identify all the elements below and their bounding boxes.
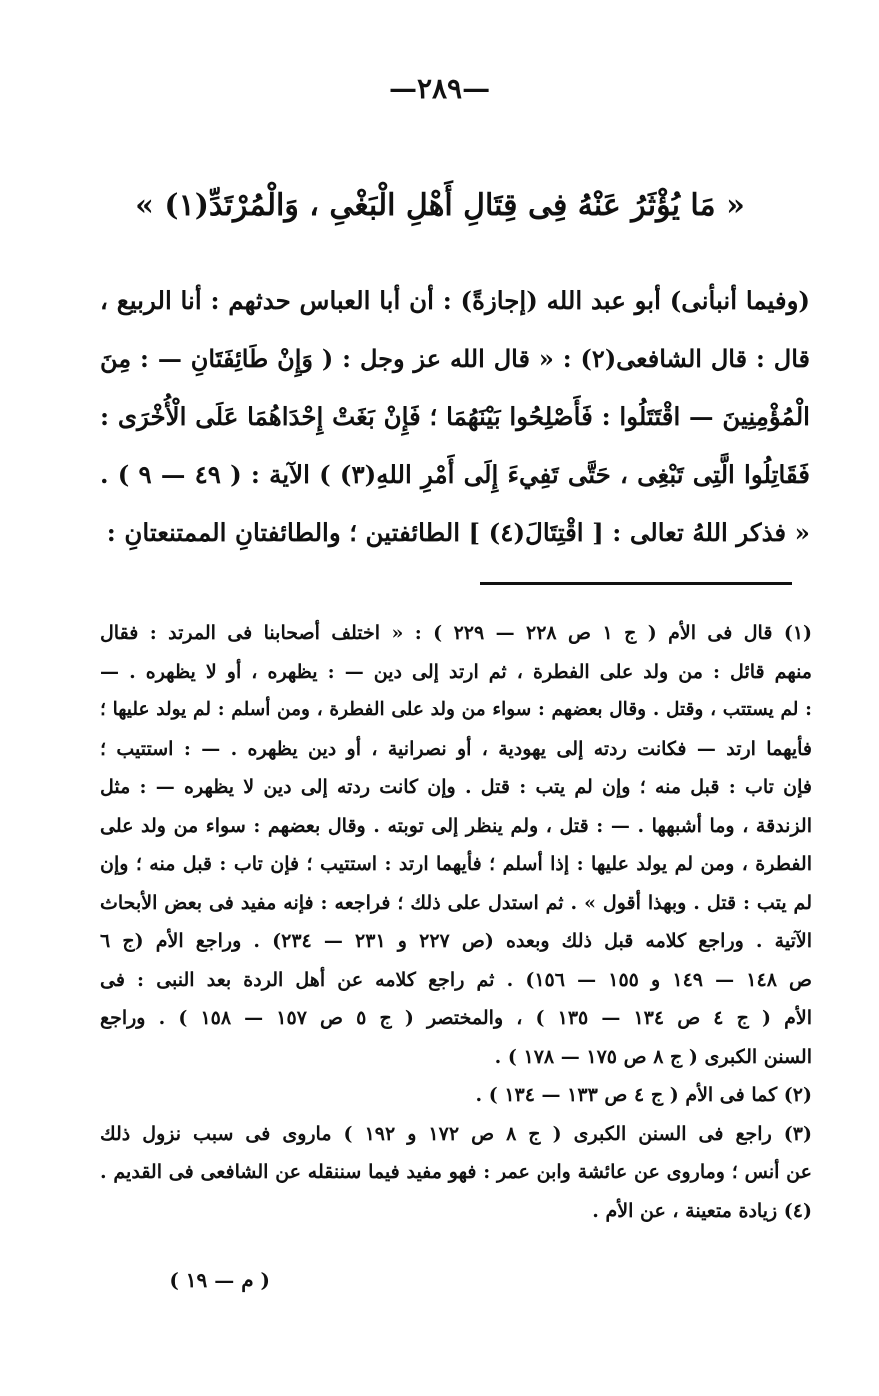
footnote-line: منهم قائل : من ولد على الفطرة ، ثم ارتد إلى دين — : يظهره ، أو لا يظهره . — — [100, 660, 812, 683]
sheet-signature: ( م — ١٩ ) — [169, 1268, 270, 1292]
footnote-line: (١) قال فى الأم ( ج ١ ص ٢٢٨ — ٢٢٩ ) : « اختلف أصحابنا فى المرتد : فقال — [100, 622, 813, 644]
main-text-line: « فذكر اللهُ تعالى : [ اقْتِتَالَ(٤) ] الطائفتين ؛ والطائفتانِ الممتنعتانِ : — [106, 518, 810, 547]
footnote-line: عن أنس ؛ وماروى عن عائشة وابن عمر : فهو مفيد فيما سننقله عن الشافعى فى القديم . — [100, 1161, 812, 1183]
footnote-line: السنن الكبرى ( ج ٨ ص ١٧٥ — ١٧٨ ) . — [494, 1045, 812, 1068]
page-number: —٢٨٩— — [388, 72, 491, 105]
footnote-line: فإن تاب : قبل منه ؛ وإن لم يتب : قتل . وإن كانت ردته إلى دين لا يظهره — : مثل — [100, 776, 812, 798]
footnote-line: ص ١٤٨ — ١٤٩ و ١٥٥ — ١٥٦) . ثم راجع كلامه عن أهل الردة بعد النبى : فى — [100, 968, 813, 991]
main-text-line: قال : قال الشافعى(٢) : « قال الله عز وجل : ( وَإِنْ طَائِفَتَانِ — : مِنَ — [100, 344, 811, 373]
footnote-line: الآتية . وراجع كلامه قبل ذلك وبعده (ص ٢٢٧ و ٢٣١ — ٢٣٤) . وراجع الأم (ج ٦ — [100, 930, 813, 952]
footnote-line: الأم ( ج ٤ ص ١٣٤ — ١٣٥ ) ، والمختصر ( ج ٥ ص ١٥٧ — ١٥٨ ) . وراجع — [100, 1007, 812, 1029]
main-text-line: (وفيما أنبأنى) أبو عبد الله (إجازةً) : أن أبا العباس حدثهم : أنا الربيع ، — [100, 286, 810, 315]
footnote-line: (٤) زيادة متعينة ، عن الأم . — [592, 1199, 812, 1222]
footnotes — [100, 614, 812, 1230]
footnote-line: : لم يستتب ، وقتل . وقال بعضهم : سواء من ولد على الفطرة ، ومن أسلم : لم يولد عليها ؛ — [100, 699, 812, 720]
footnote-line: الزندقة ، وما أشبهها . — : قتل ، ولم ينظر إلى توبته . وقال بعضهم : سواء من ولد على — [100, 814, 812, 837]
main-text — [100, 272, 810, 562]
chapter-title: « مَا يُؤْثَرُ عَنْهُ فِى قِتَالِ أَهْلِ الْبَغْىِ ، وَالْمُرْتَدِّ(١) » — [135, 188, 745, 223]
footnote-line: لم يتب : قتل . وبهذا أقول » . ثم استدل على ذلك ؛ فراجعه : فإنه مفيد فى بعض الأبحاث — [100, 891, 812, 914]
footnote-divider — [480, 582, 792, 585]
main-text-line: فَقَاتِلُوا الَّتِى تَبْغِى ، حَتَّى تَفِيءَ إِلَى أَمْرِ اللهِ(٣) ) الآية : ( ٤٩ — ٩ ) . — [100, 460, 811, 489]
footnote-line: فأيهما ارتد — فكانت ردته إلى يهودية ، أو نصرانية ، أو دين يظهره . — : استتيب ؛ — [100, 737, 812, 760]
main-text-line: الْمُؤْمِنِينَ — اقْتَتَلُوا : فَأَصْلِحُوا بَيْنَهُمَا ؛ فَإِنْ بَغَتْ إِحْدَاهُمَا عَلَى الْأُخْرَى : — [100, 402, 810, 431]
footnote-line: (٣) راجع فى السنن الكبرى ( ج ٨ ص ١٧٢ و ١٩٢ ) ماروى فى سبب نزول ذلك — [100, 1122, 812, 1145]
footnote-line: الفطرة ، ومن لم يولد عليها : إذا أسلم ؛ فأيهما ارتد : استتيب ؛ فإن تاب : قبل منه ؛ وإن — [100, 853, 812, 875]
footnote-line: (٢) كما فى الأم ( ج ٤ ص ١٣٣ — ١٣٤ ) . — [475, 1084, 812, 1106]
